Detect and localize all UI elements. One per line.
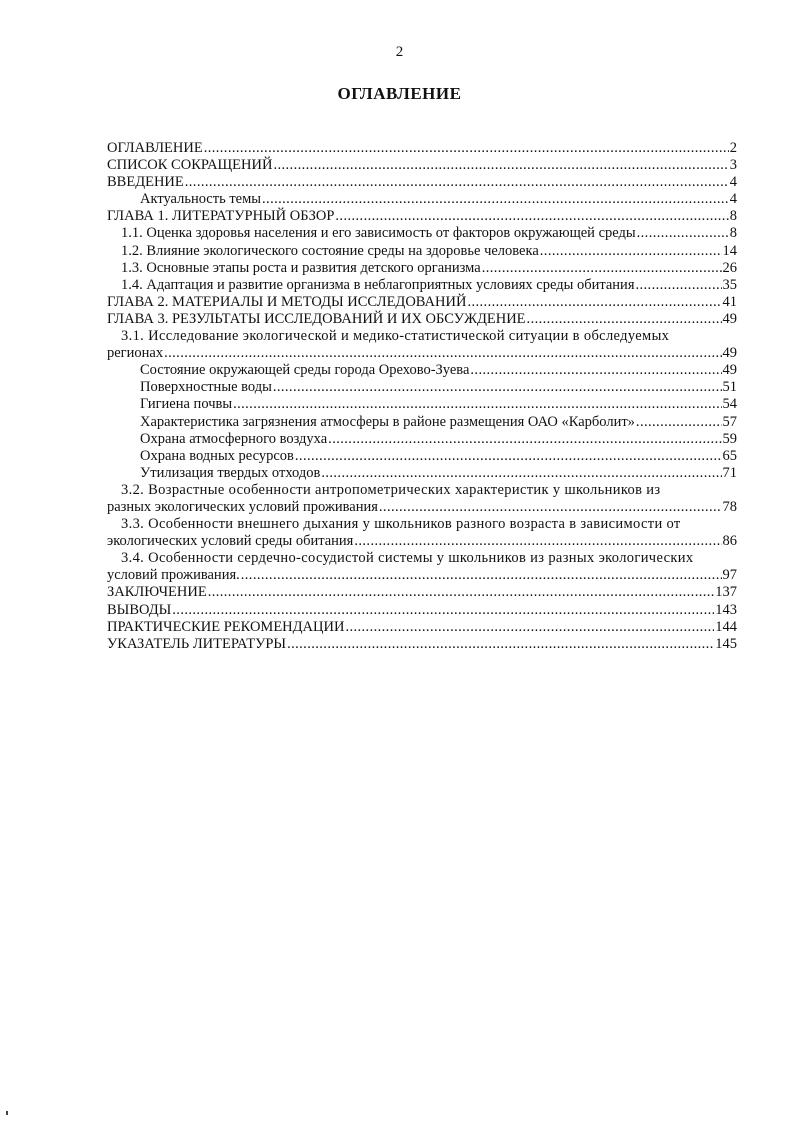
toc-entry[interactable] (107, 636, 737, 653)
toc-entry[interactable] (107, 243, 737, 260)
toc-dot-leader (164, 345, 721, 362)
toc-page-number: 4 (729, 174, 737, 191)
toc-dot-leader (328, 431, 721, 448)
toc-entry[interactable] (107, 567, 737, 584)
toc-entry[interactable] (107, 345, 737, 362)
toc-page-number: 26 (722, 259, 737, 276)
toc-dot-leader (208, 584, 715, 601)
toc-entry-title: экологических условий среды обитания (107, 533, 354, 550)
toc-entry-title: Охрана атмосферного воздуха (140, 430, 328, 447)
toc-entry[interactable] (107, 499, 737, 516)
toc-dot-leader (295, 448, 722, 465)
toc-entry-title: Охрана водных ресурсов (140, 447, 294, 464)
toc-dot-leader (482, 260, 722, 277)
toc-entry-title: условий проживания. (107, 567, 240, 584)
toc-entry[interactable] (107, 465, 737, 482)
toc-page-number: 14 (722, 242, 737, 259)
toc-page-number: 3 (729, 157, 737, 174)
toc-entry[interactable] (107, 584, 737, 601)
toc-dot-leader (345, 619, 714, 636)
toc-entry-title: Характеристика загрязнения атмосферы в районе размещения ОАО «Карболит» (140, 413, 635, 430)
toc-entry-title: УКАЗАТЕЛЬ ЛИТЕРАТУРЫ (107, 635, 287, 652)
toc-dot-leader (204, 140, 729, 157)
toc-entry-title: ВЫВОДЫ (107, 601, 172, 618)
toc-entry[interactable] (107, 157, 737, 174)
scan-artifact (6, 1111, 8, 1115)
toc-entry-title: Утилизация твердых отходов (140, 464, 321, 481)
toc-dot-leader (636, 414, 722, 431)
toc-entry-title: Состояние окружающей среды города Орехово-Зуева (140, 362, 470, 379)
toc-dot-leader (273, 157, 728, 174)
toc-entry-title: Поверхностные воды (140, 379, 272, 396)
toc-dot-leader (335, 208, 728, 225)
toc-dot-leader (321, 465, 721, 482)
toc-entry-title: ГЛАВА 2. МАТЕРИАЛЫ И МЕТОДЫ ИССЛЕДОВАНИЙ (107, 293, 467, 310)
toc-page-number: 49 (722, 310, 737, 327)
toc-page-number: 49 (722, 362, 737, 379)
toc-entry-first-line: 3.2. Возрастные особенности антропометрических характеристик у школьников из (121, 481, 661, 498)
toc-page-number: 57 (722, 413, 737, 430)
toc-entry[interactable] (107, 431, 737, 448)
toc-entry-title: ПРАКТИЧЕСКИЕ РЕКОМЕНДАЦИИ (107, 618, 345, 635)
toc-dot-leader (527, 311, 722, 328)
toc-entry-title: ГЛАВА 1. ЛИТЕРАТУРНЫЙ ОБЗОР (107, 208, 335, 225)
toc-entry-title: ОГЛАВЛЕНИЕ (107, 140, 203, 156)
toc-entry[interactable] (107, 379, 737, 396)
toc-entry[interactable] (107, 294, 737, 311)
toc-page-number: 54 (722, 396, 737, 413)
toc-entry-first-line: 3.1. Исследование экологической и медико-статистической ситуации в обследуемых (121, 328, 670, 345)
toc-entry-title: Актуальность темы (140, 191, 262, 208)
toc-page-number: 143 (715, 601, 737, 618)
toc-entry-first-line: 3.3. Особенности внешнего дыхания у школьников разного возраста в зависимости от (121, 516, 681, 533)
toc-entry-first-line: 3.4. Особенности сердечно-сосудистой системы у школьников из разных экологических (121, 550, 694, 567)
toc-page-number: 145 (715, 635, 737, 652)
toc-page-number: 144 (715, 618, 737, 635)
page-number: 2 (395, 44, 404, 60)
toc-entry[interactable] (107, 140, 737, 157)
toc-entry-title: 1.2. Влияние экологического состояние среды на здоровье человека (121, 242, 539, 259)
toc-dot-leader (635, 277, 721, 294)
toc-dot-leader (540, 243, 722, 260)
toc-entry-title: разных экологических условий проживания (107, 498, 378, 515)
toc-entry-title: регионах (107, 345, 164, 362)
toc-entry[interactable] (107, 277, 737, 294)
toc-page-number: 78 (722, 498, 737, 515)
toc-entry-title: ВВЕДЕНИЕ (107, 174, 184, 191)
toc-entry-title: Гигиена почвы (140, 396, 233, 413)
toc-title: ОГЛАВЛЕНИЕ (337, 84, 462, 103)
toc-dot-leader (262, 191, 729, 208)
toc-page-number: 41 (722, 293, 737, 310)
toc-dot-leader (273, 379, 722, 396)
toc-dot-leader (185, 174, 729, 191)
toc-page-number: 35 (722, 276, 737, 293)
toc-entry[interactable] (107, 448, 737, 465)
toc-page-number: 59 (722, 430, 737, 447)
toc-entry[interactable] (107, 174, 737, 191)
toc-page-number: 71 (722, 464, 737, 481)
toc-entry-title: СПИСОК СОКРАЩЕНИЙ (107, 157, 273, 174)
toc-entry[interactable] (107, 533, 737, 550)
toc-page-number: 51 (722, 379, 737, 396)
toc-dot-leader (172, 602, 714, 619)
toc-entry-title: 1.1. Оценка здоровья населения и его зависимость от факторов окружающей среды (121, 225, 636, 242)
toc-dot-leader (287, 636, 714, 653)
toc-dot-leader (233, 396, 721, 413)
toc-page-number: 8 (729, 225, 737, 242)
toc-page-number: 8 (729, 208, 737, 225)
toc-dot-leader (467, 294, 721, 311)
toc-entry[interactable] (107, 225, 737, 242)
toc-dot-leader (241, 567, 722, 584)
toc-page-number: 86 (722, 533, 737, 550)
toc-page-number: 65 (722, 447, 737, 464)
toc-entry-title: ЗАКЛЮЧЕНИЕ (107, 584, 207, 601)
toc-page-number: 137 (715, 584, 737, 601)
toc-dot-leader (470, 362, 721, 379)
toc-entry-title: 1.3. Основные этапы роста и развития детского организма (121, 259, 481, 276)
toc-page-number: 97 (722, 567, 737, 584)
toc-entry[interactable] (107, 396, 737, 413)
toc-dot-leader (637, 225, 729, 242)
toc-entry[interactable] (107, 362, 737, 379)
table-of-contents (107, 140, 737, 653)
toc-entry[interactable] (107, 414, 737, 431)
toc-entry-title: ГЛАВА 3. РЕЗУЛЬТАТЫ ИССЛЕДОВАНИЙ И ИХ ОБСУЖДЕНИЕ (107, 310, 526, 327)
toc-entry-title: 1.4. Адаптация и развитие организма в неблагоприятных условиях среды обитания (121, 276, 635, 293)
toc-dot-leader (379, 499, 722, 516)
toc-page-number: 4 (729, 191, 737, 208)
toc-dot-leader (354, 533, 721, 550)
toc-entry[interactable] (107, 619, 737, 636)
toc-entry[interactable] (107, 191, 737, 208)
toc-page-number: 49 (722, 345, 737, 362)
toc-entry[interactable] (107, 602, 737, 619)
toc-entry[interactable] (107, 311, 737, 328)
toc-entry[interactable] (107, 208, 737, 225)
toc-entry[interactable] (107, 260, 737, 277)
toc-page-number: 2 (729, 140, 737, 156)
